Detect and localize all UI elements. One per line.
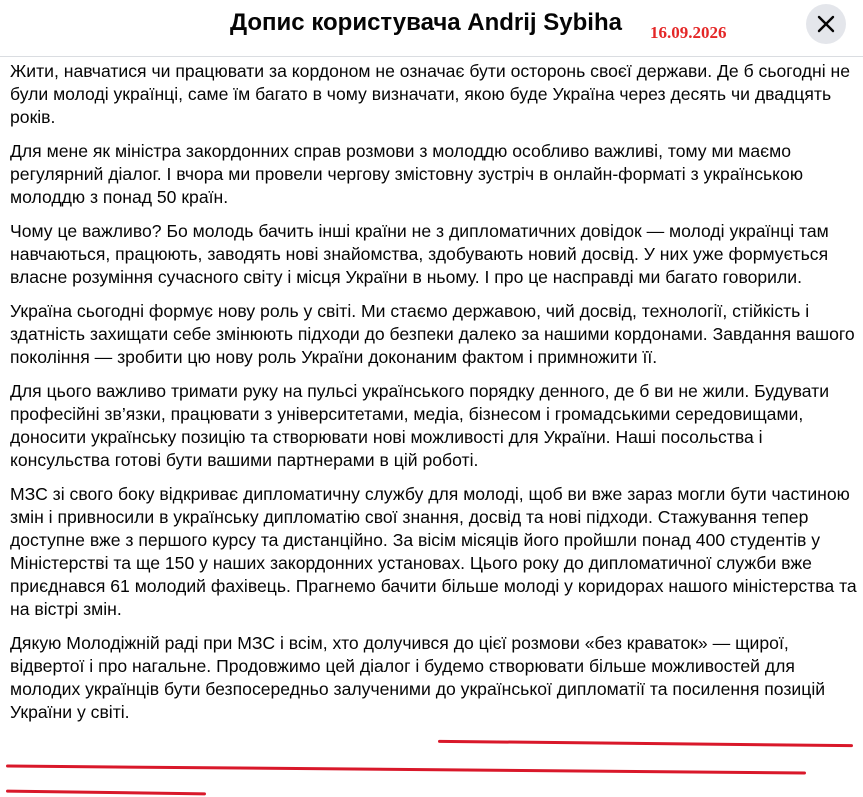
dialog-header	[0, 0, 863, 56]
post-paragraph-5: Для цього важливо тримати руку на пульсі українського порядку денного, де б ви не жили. Будувати професійні зв’язки, працювати з університетами, медіа, бізнесом і громадськими середовищами, доносити українську позицію та створювати нові можливості для України. Наші посольства і консульства готові бути вашими партнерами в цій роботі.	[10, 381, 830, 470]
dialog-title: Допис користувача Andrij Sybiha	[230, 9, 622, 36]
highlighted-phrase: і будемо створювати більше можливостей для молодих українців бути безпосередньо залученими до української дипломатії та посилення позицій України у світі.	[10, 656, 826, 722]
header-divider	[0, 56, 863, 57]
close-icon	[816, 14, 836, 34]
red-underline-mark-2	[6, 765, 806, 775]
post-date: 16.09.2026	[650, 23, 727, 42]
post-paragraph-6: МЗС зі свого боку відкриває дипломатичну службу для молоді, щоб ви вже зараз могли бути частиною змін і привносили в українську дипломатію свої знання, досвід та нові підходи. Стажування тепер доступне вже з першого курсу та дистанційно. За вісім місяців його пройшли понад 400 студентів у Міністерстві та ще 150 у наших закордонних установах. Цього року до дипломатичної служби вже приєднався 61 молодий фахівець. Прагнемо бачити більше молоді у коридорах нашого міністерства та на вістрі змін.	[10, 484, 857, 619]
red-underline-mark-3	[6, 790, 206, 796]
post-paragraph-1: Жити, навчатися чи працювати за кордоном не означає бути осторонь своєї держави. Де б сьогодні не були молоді українці, саме їм багато в чому визначати, якою буде Україна через десять чи двадцять років.	[10, 61, 850, 127]
post-paragraph-2: Для мене як міністра закордонних справ розмови з молоддю особливо важливі, тому ми маємо регулярний діалог. І вчора ми провели чергову змістовну зустріч в онлайн-форматі з українською молоддю з понад 50 країн.	[10, 141, 804, 207]
post-paragraph-4: Україна сьогодні формує нову роль у світі. Ми стаємо державою, чий досвід, технології, стійкість і здатність захищати себе змінюють підходи до безпеки далеко за нашими кордонами. Завдання вашого покоління — зробити цю нову роль України доконаним фактом і примножити її.	[10, 301, 855, 367]
post-paragraph-7-start: Дякую Молодіжній раді при МЗС і всім, хто долучився до цієї розмови «без краваток» — щирої, відвертої і про нагальне. Продовжимо цей діалог	[10, 633, 789, 676]
red-underline-mark-1	[438, 740, 853, 747]
post-body	[10, 60, 860, 735]
close-button[interactable]	[806, 4, 846, 44]
post-paragraph-3: Чому це важливо? Бо молодь бачить інші країни не з дипломатичних довідок — молоді українці там навчаються, працюють, заводять нові знайомства, здобувають новий досвід. У них уже формується власне розуміння сучасного світу і місця України в ньому. І про це насправді ми багато говорили.	[10, 221, 829, 287]
post-paragraph-7	[10, 632, 860, 724]
